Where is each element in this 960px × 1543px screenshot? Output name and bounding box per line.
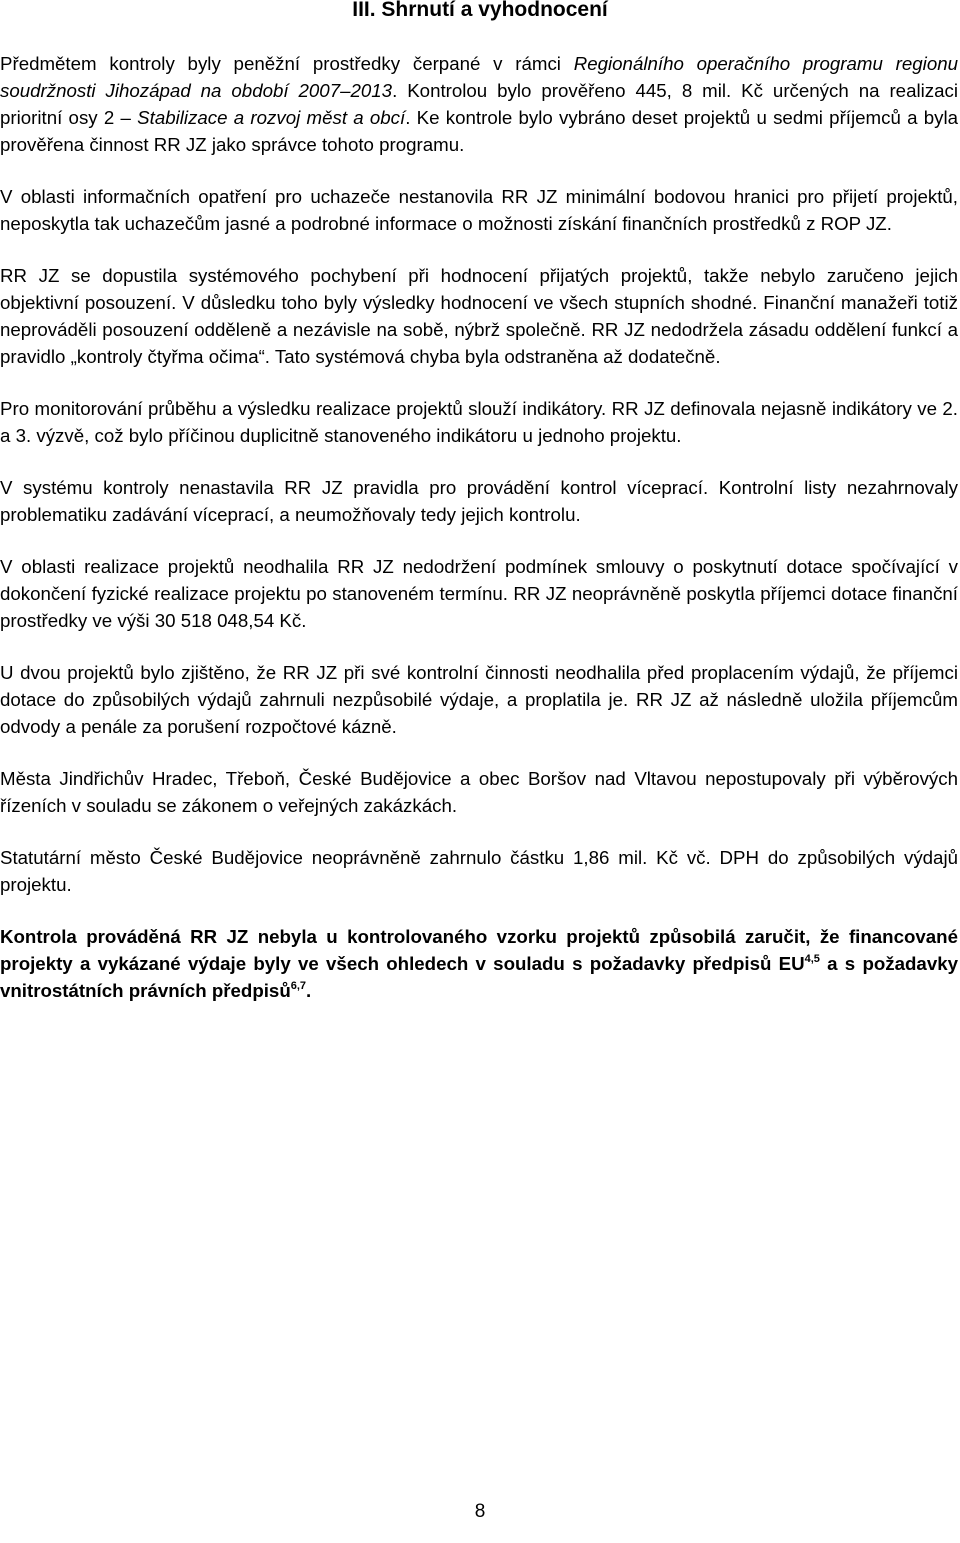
paragraph-information-measures: V oblasti informačních opatření pro uchazeče nestanovila RR JZ minimální bodovou hranici pro přijetí projektů, neposkytla tak uchazečům jasné a podrobné informace o možnosti získání finančních prostředků z ROP JZ. [0, 186, 958, 234]
paragraph-indicators: Pro monitorování průběhu a výsledku realizace projektů slouží indikátory. RR JZ definovala nejasně indikátory ve 2. a 3. výzvě, což bylo příčinou duplicitně stanoveného indikátoru u jednoho projektu. [0, 398, 958, 446]
paragraph-control-subject [0, 50, 958, 158]
p1-text-3: . Ke kontrole bylo vybráno deset projektů u sedmi příjemců a byla prověřena činnost RR JZ jako správce tohoto programu. [0, 107, 958, 155]
p1-text-2: . Kontrolou bylo prověřeno 445, 8 mil. Kč určených na realizaci prioritní osy 2 – [0, 80, 958, 128]
paragraph-extra-works: V systému kontroly nenastavila RR JZ pravidla pro provádění kontrol víceprací. Kontrolní listy nezahrnovaly problematiku zadávání víceprací, a neumožňovaly tedy jejich kontrolu. [0, 477, 958, 525]
page-number: 8 [474, 1501, 486, 1522]
program-name: Regionálního operačního programu regionu soudržnosti Jihozápad na období 2007–2013 [0, 53, 958, 101]
paragraph-conclusion [0, 923, 958, 1004]
paragraph-evaluation-error: RR JZ se dopustila systémového pochybení při hodnocení přijatých projektů, takže nebylo zaručeno jejich objektivní posouzení. V důsledku toho byly výsledky hodnocení ve všech stupních shodné. Finanční manažeři totiž neprováděli posouzení odděleně a nezávisle na sobě, nýbrž společně. RR JZ nedodržela zásadu oddělení funkcí a pravidlo „kontroly čtyřma očima“. Tato systémová chyba byla odstraněna až dodatečně. [0, 265, 958, 367]
p1-text-1: Předmětem kontroly byly peněžní prostředky čerpané v rámci [0, 53, 574, 74]
document-body [0, 50, 958, 1029]
paragraph-vat: Statutární město České Budějovice neoprávněně zahrnulo částku 1,86 mil. Kč vč. DPH do způsobilých výdajů projektu. [0, 847, 958, 895]
conclusion-text-3: . [306, 980, 312, 1001]
footnote-ref-eu[interactable]: 4,5 [804, 952, 820, 965]
footnote-ref-national[interactable]: 6,7 [290, 979, 307, 992]
paragraph-ineligible-expenses: U dvou projektů bylo zjištěno, že RR JZ při své kontrolní činnosti neodhalila před proplacením výdajů, že příjemci dotace do způsobilých výdajů zahrnuli nezpůsobilé výdaje, a proplatila je. RR JZ až následně uložila příjemcům odvody a penále za porušení rozpočtové kázně. [0, 662, 958, 737]
section-heading: III. Shrnutí a vyhodnocení [352, 0, 608, 21]
paragraph-public-procurement: Města Jindřichův Hradec, Třeboň, České Budějovice a obec Boršov nad Vltavou nepostupovaly při výběrových řízeních v souladu se zákonem o veřejných zakázkách. [0, 768, 958, 816]
priority-axis-name: Stabilizace a rozvoj měst a obcí [137, 107, 406, 128]
conclusion-text-2: a s požadavky vnitrostátních právních předpisů [0, 953, 958, 1001]
paragraph-project-realization: V oblasti realizace projektů neodhalila RR JZ nedodržení podmínek smlouvy o poskytnutí dotace spočívající v dokončení fyzické realizace projektu po stanoveném termínu. RR JZ neoprávněně poskytla příjemci dotace finanční prostředky ve výši 30 518 048,54 Kč. [0, 556, 958, 631]
conclusion-text-1: Kontrola prováděná RR JZ nebyla u kontrolovaného vzorku projektů způsobilá zaručit, že financované projekty a vykázané výdaje byly ve všech ohledech v souladu s požadavky předpisů EU [0, 926, 958, 974]
